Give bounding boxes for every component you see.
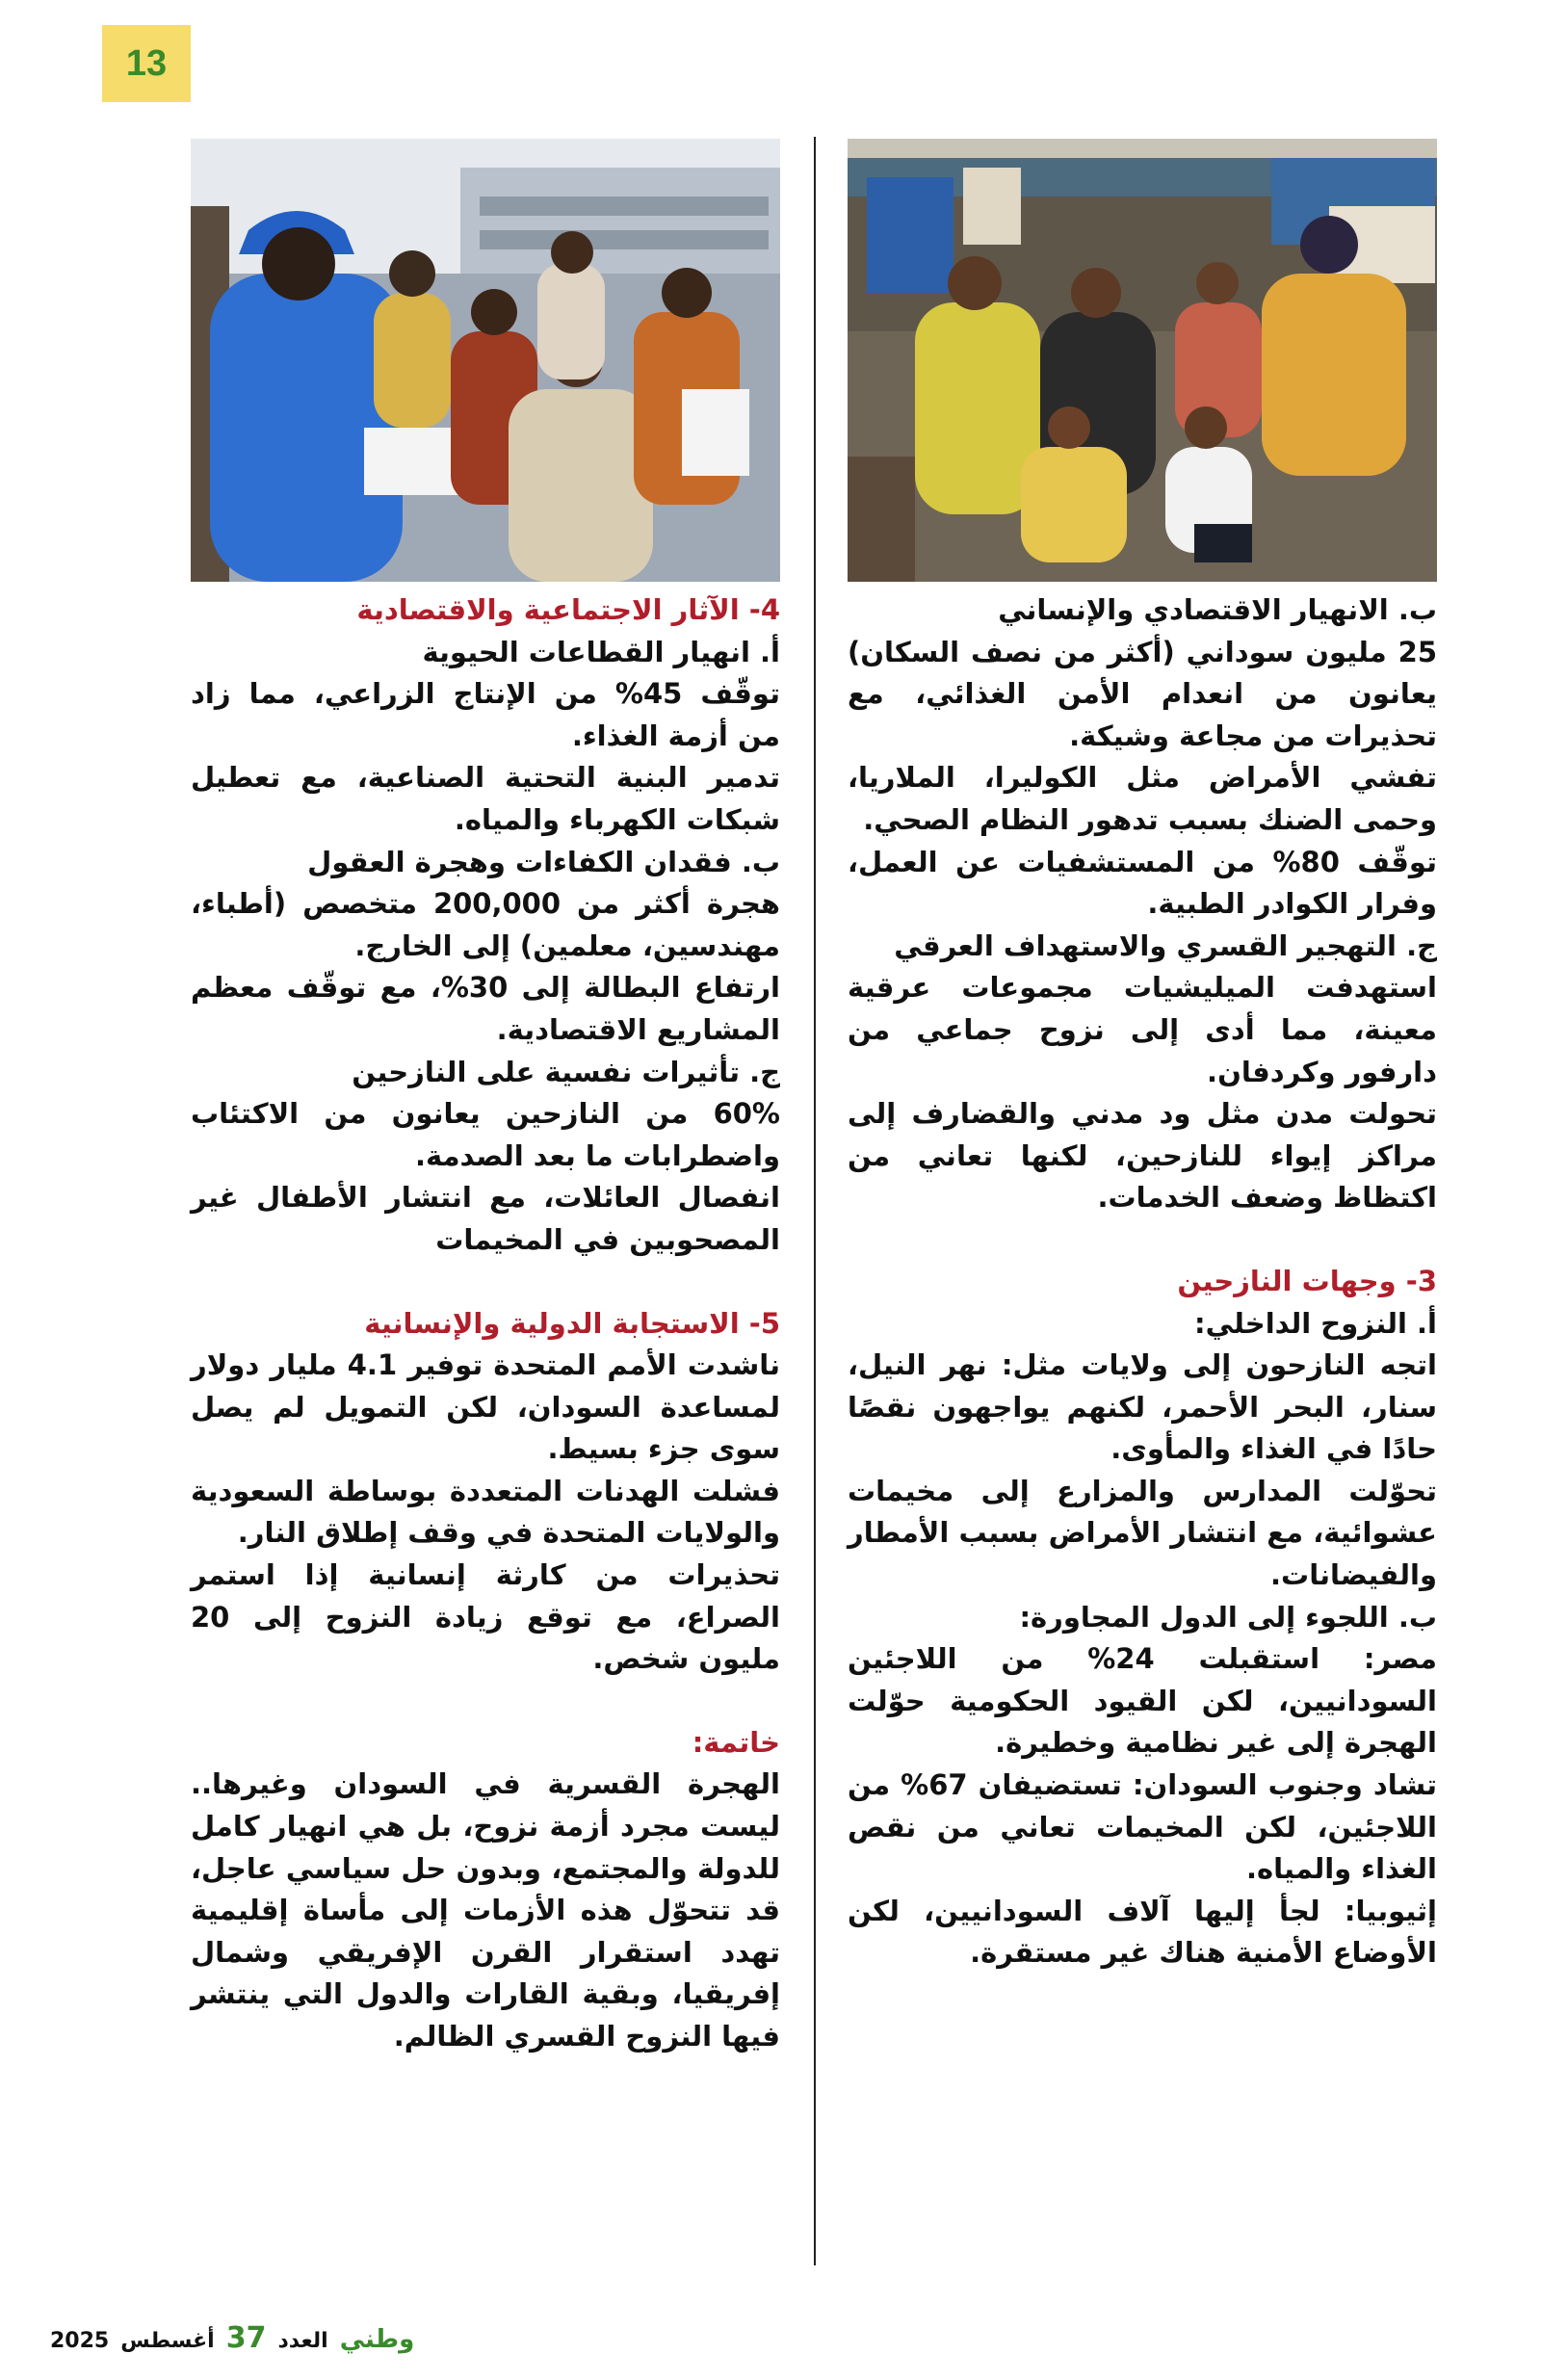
paragraph: تحوّلت المدارس والمزارع إلى مخيمات عشوائية، مع انتشار الأمراض بسبب الأمطار والفيضانات. — [848, 1474, 1437, 1592]
paragraph: مصر: استقبلت 24% من اللاجئين السودانيين، لكن القيود الحكومية حوّلت الهجرة إلى غير نظامية وخطيرة. — [848, 1642, 1437, 1760]
footer-issue-number: 37 — [225, 2321, 267, 2355]
paragraph: 25 مليون سوداني (أكثر من نصف السكان) يعانون من انعدام الأمن الغذائي، مع تحذيرات من مجاعة وشيكة. — [848, 635, 1437, 752]
paragraph: ب. فقدان الكفاءات وهجرة العقول — [307, 845, 780, 878]
paragraph: أ. انهيار القطاعات الحيوية — [422, 635, 780, 668]
paragraph: ناشدت الأمم المتحدة توفير 4.1 مليار دولار لمساعدة السودان، لكن التمويل لم يصل سوى جزء بسيط. — [191, 1348, 781, 1466]
paragraph: ب. الانهيار الاقتصادي والإنساني — [998, 593, 1437, 626]
footer-issue-label: العدد — [277, 2329, 328, 2353]
paragraph: الهجرة القسرية في السودان وغيرها.. ليست مجرد أزمة نزوح، بل هي انهيار كامل للدولة والمجتمع، وبدون حل سياسي عاجل، قد تتحوّل هذه الأزمات إلى مأساة إقليمية تهدد استقرار القرن الإفريقي وشمال إفريقيا، وبقية القارات والدول التي ينتشر فيها النزوح القسري الظالم. — [191, 1767, 780, 2053]
left-column — [191, 589, 780, 2058]
column-divider — [814, 137, 816, 2265]
conclusion-heading: خاتمة: — [692, 1725, 780, 1759]
paragraph: ارتفاع البطالة إلى 30%، مع توقّف معظم المشاريع الاقتصادية. — [191, 971, 780, 1046]
paragraph: أ. النزوح الداخلي: — [1194, 1306, 1437, 1340]
paragraph: ج. التهجير القسري والاستهداف العرقي — [894, 928, 1437, 962]
paragraph: تشاد وجنوب السودان: تستضيفان 67% من اللاجئين، لكن المخيمات تعاني من نقص الغذاء والمياه. — [848, 1768, 1437, 1886]
iom-photo — [191, 139, 780, 582]
paragraph: إثيوبيا: لجأ إليها آلاف السودانيين، لكن الأوضاع الأمنية هناك غير مستقرة. — [848, 1894, 1437, 1970]
paragraph: توقّف 45% من الإنتاج الزراعي، مما زاد من أزمة الغذاء. — [191, 677, 780, 752]
page-number-badge — [102, 25, 191, 102]
section-spacer — [191, 1262, 780, 1303]
section-heading: 3- وجهات النازحين — [1177, 1264, 1437, 1297]
page-footer — [50, 2321, 414, 2355]
right-column — [848, 589, 1437, 1975]
paragraph: ج. تأثيرات نفسية على النازحين — [352, 1055, 780, 1088]
section-heading: 5- الاستجابة الدولية والإنسانية — [364, 1306, 780, 1340]
paragraph: تدمير البنية التحتية الصناعية، مع تعطيل شبكات الكهرباء والمياه. — [191, 761, 780, 836]
paragraph: تحذيرات من كارثة إنسانية إذا استمر الصراع، مع توقع زيادة النزوح إلى 20 مليون شخص. — [191, 1558, 780, 1676]
footer-magazine-name: وطني — [339, 2325, 415, 2354]
paragraph: هجرة أكثر من 200,000 متخصص (أطباء، مهندسين، معلمين) إلى الخارج. — [191, 887, 780, 962]
footer-year: 2025 — [50, 2329, 110, 2353]
section-spacer — [191, 1681, 780, 1722]
paragraph: فشلت الهدنات المتعددة بوساطة السعودية والولايات المتحدة في وقف إطلاق النار. — [191, 1474, 780, 1550]
section-heading: 4- الآثار الاجتماعية والاقتصادية — [356, 593, 780, 626]
paragraph: ب. اللجوء إلى الدول المجاورة: — [1019, 1600, 1437, 1634]
footer-month: أغسطس — [120, 2329, 215, 2353]
paragraph: تفشي الأمراض مثل الكوليرا، الملاريا، وحمى الضنك بسبب تدهور النظام الصحي. — [848, 761, 1437, 836]
camp-photo — [848, 139, 1437, 582]
paragraph: انفصال العائلات، مع انتشار الأطفال غير المصحوبين في المخيمات — [191, 1181, 780, 1256]
paragraph: توقّف 80% من المستشفيات عن العمل، وفرار الكوادر الطبية. — [848, 845, 1437, 921]
paragraph: اتجه النازحون إلى ولايات مثل: نهر النيل، سنار، البحر الأحمر، لكنهم يواجهون نقصًا حادًا في الغذاء والمأوى. — [848, 1348, 1437, 1466]
paragraph: 60% من النازحين يعانون من الاكتئاب واضطرابات ما بعد الصدمة. — [191, 1097, 780, 1172]
section-spacer — [848, 1219, 1437, 1261]
paragraph: استهدفت الميليشيات مجموعات عرقية معينة، مما أدى إلى نزوح جماعي من دارفور وكردفان. — [848, 971, 1437, 1088]
page-number: 13 — [125, 42, 168, 84]
paragraph: تحولت مدن مثل ود مدني والقضارف إلى مراكز إيواء للنازحين، لكنها تعاني من اكتظاظ وضعف الخدمات. — [848, 1097, 1437, 1215]
